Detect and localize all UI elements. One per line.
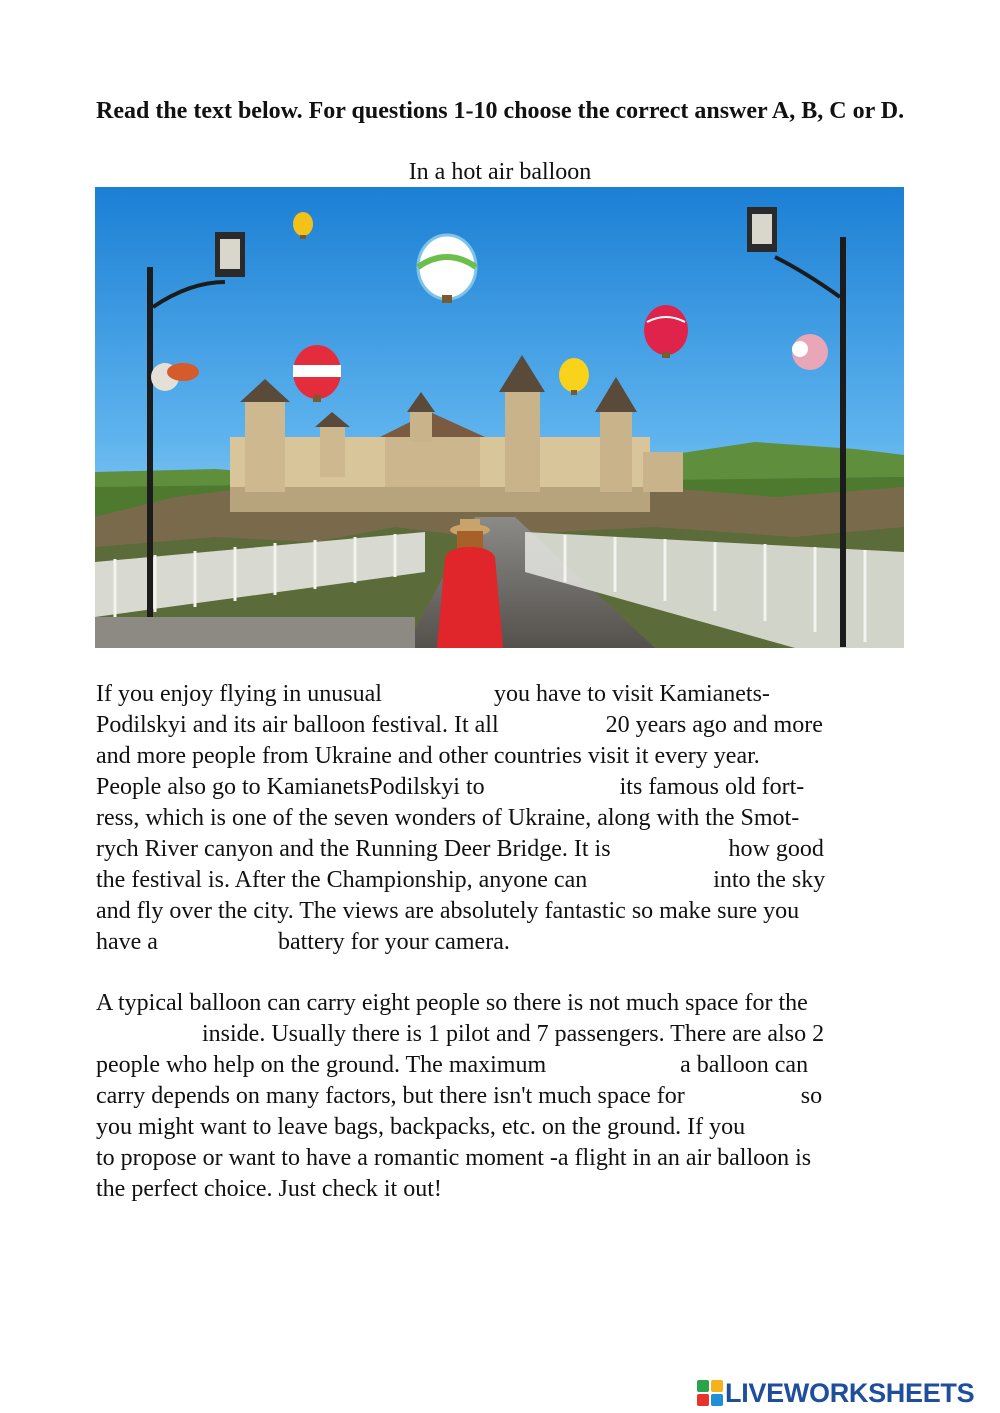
text: how good (728, 836, 824, 862)
line (96, 1050, 906, 1081)
text: a balloon can (680, 1052, 809, 1078)
answer-gap-7[interactable] (96, 1023, 202, 1049)
text: rych River canyon and the Running Deer Bridge. It is (96, 836, 611, 862)
text: you might want to leave bags, backpacks, etc. on the ground. If you (96, 1114, 746, 1140)
line (96, 834, 906, 865)
text: 20 years ago and more (605, 712, 823, 738)
answer-gap-9[interactable] (685, 1085, 801, 1111)
text: have a (96, 929, 158, 955)
paragraph-1 (96, 679, 906, 958)
answer-gap-8[interactable] (546, 1054, 680, 1080)
gap-input-8[interactable] (546, 1057, 680, 1083)
line (96, 1019, 906, 1050)
hot-air-balloon-festival-photo (95, 187, 904, 648)
text: People also go to KamianetsPodilskyi to (96, 774, 485, 800)
answer-gap-4[interactable] (611, 838, 729, 864)
answer-gap-6[interactable] (158, 931, 278, 957)
answer-gap-5[interactable] (587, 869, 713, 895)
gap-input-3[interactable] (485, 779, 620, 805)
line (96, 1112, 906, 1143)
gap-input-6[interactable] (158, 934, 278, 960)
instructions: Read the text below. For questions 1-10 choose the correct answer A, B, C or D. (96, 98, 905, 124)
line (96, 679, 906, 710)
line: and more people from Ukraine and other countries visit it every year. (96, 743, 760, 769)
text: inside. Usually there is 1 pilot and 7 passengers. There are also 2 (202, 1021, 825, 1047)
gap-input-7[interactable] (96, 1026, 202, 1052)
line: the perfect choice. Just check it out! (96, 1176, 442, 1202)
text: the festival is. After the Championship, anyone can (96, 867, 588, 893)
text: so (800, 1083, 823, 1109)
text: people who help on the ground. The maximum (96, 1052, 547, 1078)
answer-gap-10[interactable] (745, 1116, 805, 1142)
text: If you enjoy flying in unusual (96, 681, 382, 707)
line (96, 927, 906, 958)
gap-input-2[interactable] (499, 717, 606, 743)
gap-input-9[interactable] (685, 1088, 801, 1114)
gap-input-4[interactable] (611, 841, 729, 867)
logo-grid-icon (697, 1380, 723, 1406)
text: battery for your camera. (277, 929, 510, 955)
text: you have to visit Kamianets- (493, 681, 770, 707)
paragraph-2 (96, 988, 906, 1205)
line: ress, which is one of the seven wonders of Ukraine, along with the Smot- (96, 805, 800, 831)
gap-input-5[interactable] (587, 872, 713, 898)
line (96, 865, 906, 896)
page-title: In a hot air balloon (408, 159, 592, 185)
line (96, 1081, 906, 1112)
gap-input-10[interactable] (745, 1119, 805, 1145)
line (96, 710, 906, 741)
logo-text: LIVEWORKSHEETS (725, 1377, 975, 1408)
text: carry depends on many factors, but there isn't much space for (96, 1083, 685, 1109)
answer-gap-3[interactable] (485, 776, 620, 802)
text: its famous old fort- (619, 774, 805, 800)
gap-input-1[interactable] (382, 686, 494, 712)
answer-gap-2[interactable] (499, 714, 606, 740)
text: Podilskyi and its air balloon festival. It all (96, 712, 499, 738)
line: and fly over the city. The views are absolutely fantastic so make sure you (96, 898, 800, 924)
text: into the sky (713, 867, 826, 893)
line: to propose or want to have a romantic moment -a flight in an air balloon is (96, 1145, 812, 1171)
liveworksheets-logo (697, 1376, 974, 1410)
line (96, 772, 906, 803)
line: A typical balloon can carry eight people so there is not much space for the (96, 990, 808, 1016)
answer-gap-1[interactable] (382, 683, 494, 709)
